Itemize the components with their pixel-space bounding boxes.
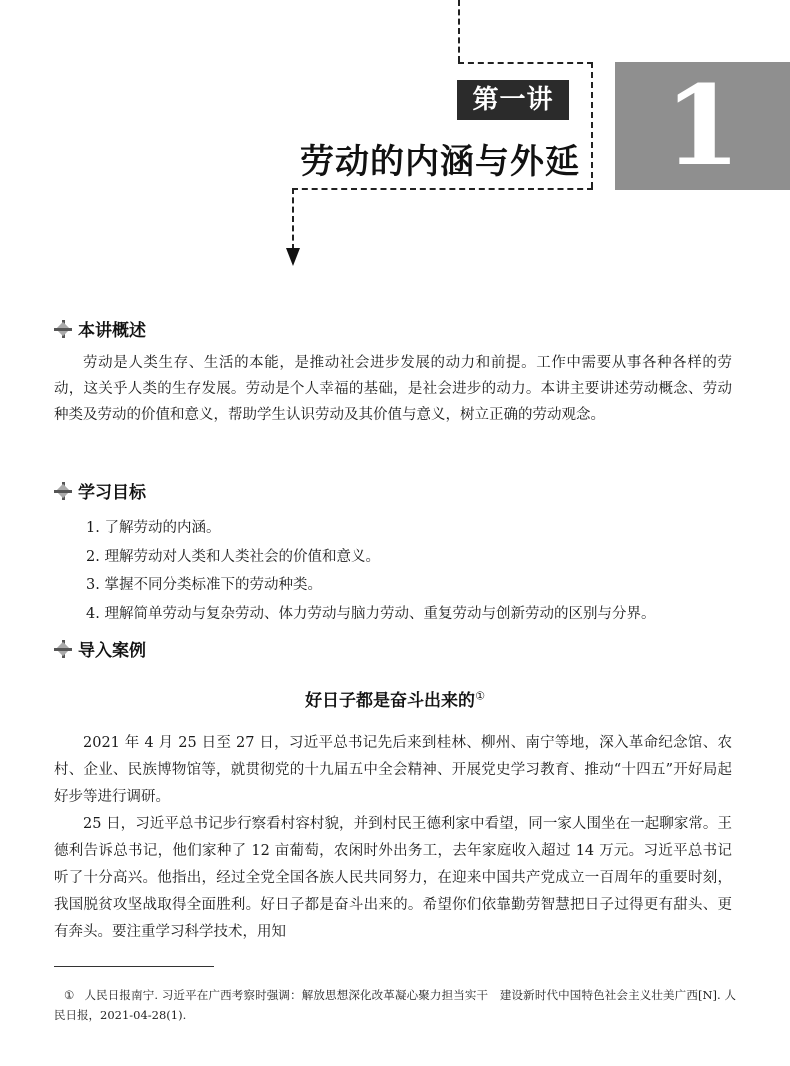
footnote-marker: ①: [475, 689, 485, 703]
dashed-line-upper: [458, 62, 593, 64]
case-title-text: 好日子都是奋斗出来的: [305, 691, 476, 711]
dashed-line-right: [591, 62, 593, 188]
list-item: 3. 掌握不同分类标准下的劳动种类。: [86, 577, 322, 593]
dashed-line-lower: [292, 188, 593, 190]
list-item: 2. 理解劳动对人类和人类社会的价值和意义。: [86, 548, 380, 565]
section-objectives-label: 学习目标: [78, 483, 146, 503]
dashed-line-down: [292, 188, 294, 250]
section-case-heading: [54, 636, 146, 661]
chapter-title: 劳动的内涵与外延: [300, 142, 580, 182]
overview-paragraph: [54, 350, 732, 428]
section-bullet-icon: [54, 640, 72, 658]
case-body: [54, 730, 732, 946]
chapter-number: 1: [664, 61, 741, 190]
list-item: 4. 理解简单劳动与复杂劳动、体力劳动与脑力劳动、重复劳动与创新劳动的区别与分界。: [86, 605, 656, 622]
objectives-list: [86, 514, 655, 628]
list-item: 1. 了解劳动的内涵。: [86, 520, 221, 536]
section-overview-heading: [54, 316, 146, 341]
lecture-label: 第一讲: [457, 80, 569, 120]
section-bullet-icon: [54, 320, 72, 338]
case-title: [0, 686, 790, 711]
case-paragraph: 2021 年 4 月 25 日至 27 日，习近平总书记先后来到桂林、柳州、南宁等地，深入革命纪念馆、农村、企业、民族博物馆等，就贯彻党的十九届五中全会精神、开展党史学习教育、推动“十四五”开好局起好步等进行调研。: [54, 735, 732, 805]
section-overview-label: 本讲概述: [78, 321, 146, 341]
footnote-text: 人民日报南宁. 习近平在广西考察时强调：解放思想深化改革凝心聚力担当实干 建设新时代中国特色社会主义壮美广西[N]. 人民日报，2021-04-28(1).: [54, 988, 736, 1022]
case-paragraph: 25 日，习近平总书记步行察看村容村貌，并到村民王德利家中看望，同一家人围坐在一起聊家常。王德利告诉总书记，他们家种了 12 亩葡萄，农闲时外出务工，去年家庭收入超过 14 万元。习近平总书记听了十分高兴。他指出，经过全党全国各族人民共同努力，在迎来中国共产党成立一百周年的重要时刻，我国脱贫攻坚战取得全面胜利。好日子都是奋斗出来的。希望你们依靠勤劳智慧把日子过得更有甜头、更有奔头。要注重学习科学技术，用知: [54, 816, 732, 940]
section-objectives-heading: [54, 478, 146, 503]
footnote-index: ①: [64, 988, 75, 1002]
arrow-down-icon: [286, 248, 300, 266]
section-bullet-icon: [54, 482, 72, 500]
section-case-label: 导入案例: [78, 641, 146, 661]
dashed-line-top: [458, 0, 460, 62]
footnote-divider: [54, 966, 214, 967]
footnote: [54, 985, 736, 1025]
overview-text: 劳动是人类生存、生活的本能，是推动社会进步发展的动力和前提。工作中需要从事各种各样的劳动，这关乎人类的生存发展。劳动是个人幸福的基础，是社会进步的动力。本讲主要讲述劳动概念、劳动种类及劳动的价值和意义，帮助学生认识劳动及其价值与意义，树立正确的劳动观念。: [54, 355, 732, 423]
